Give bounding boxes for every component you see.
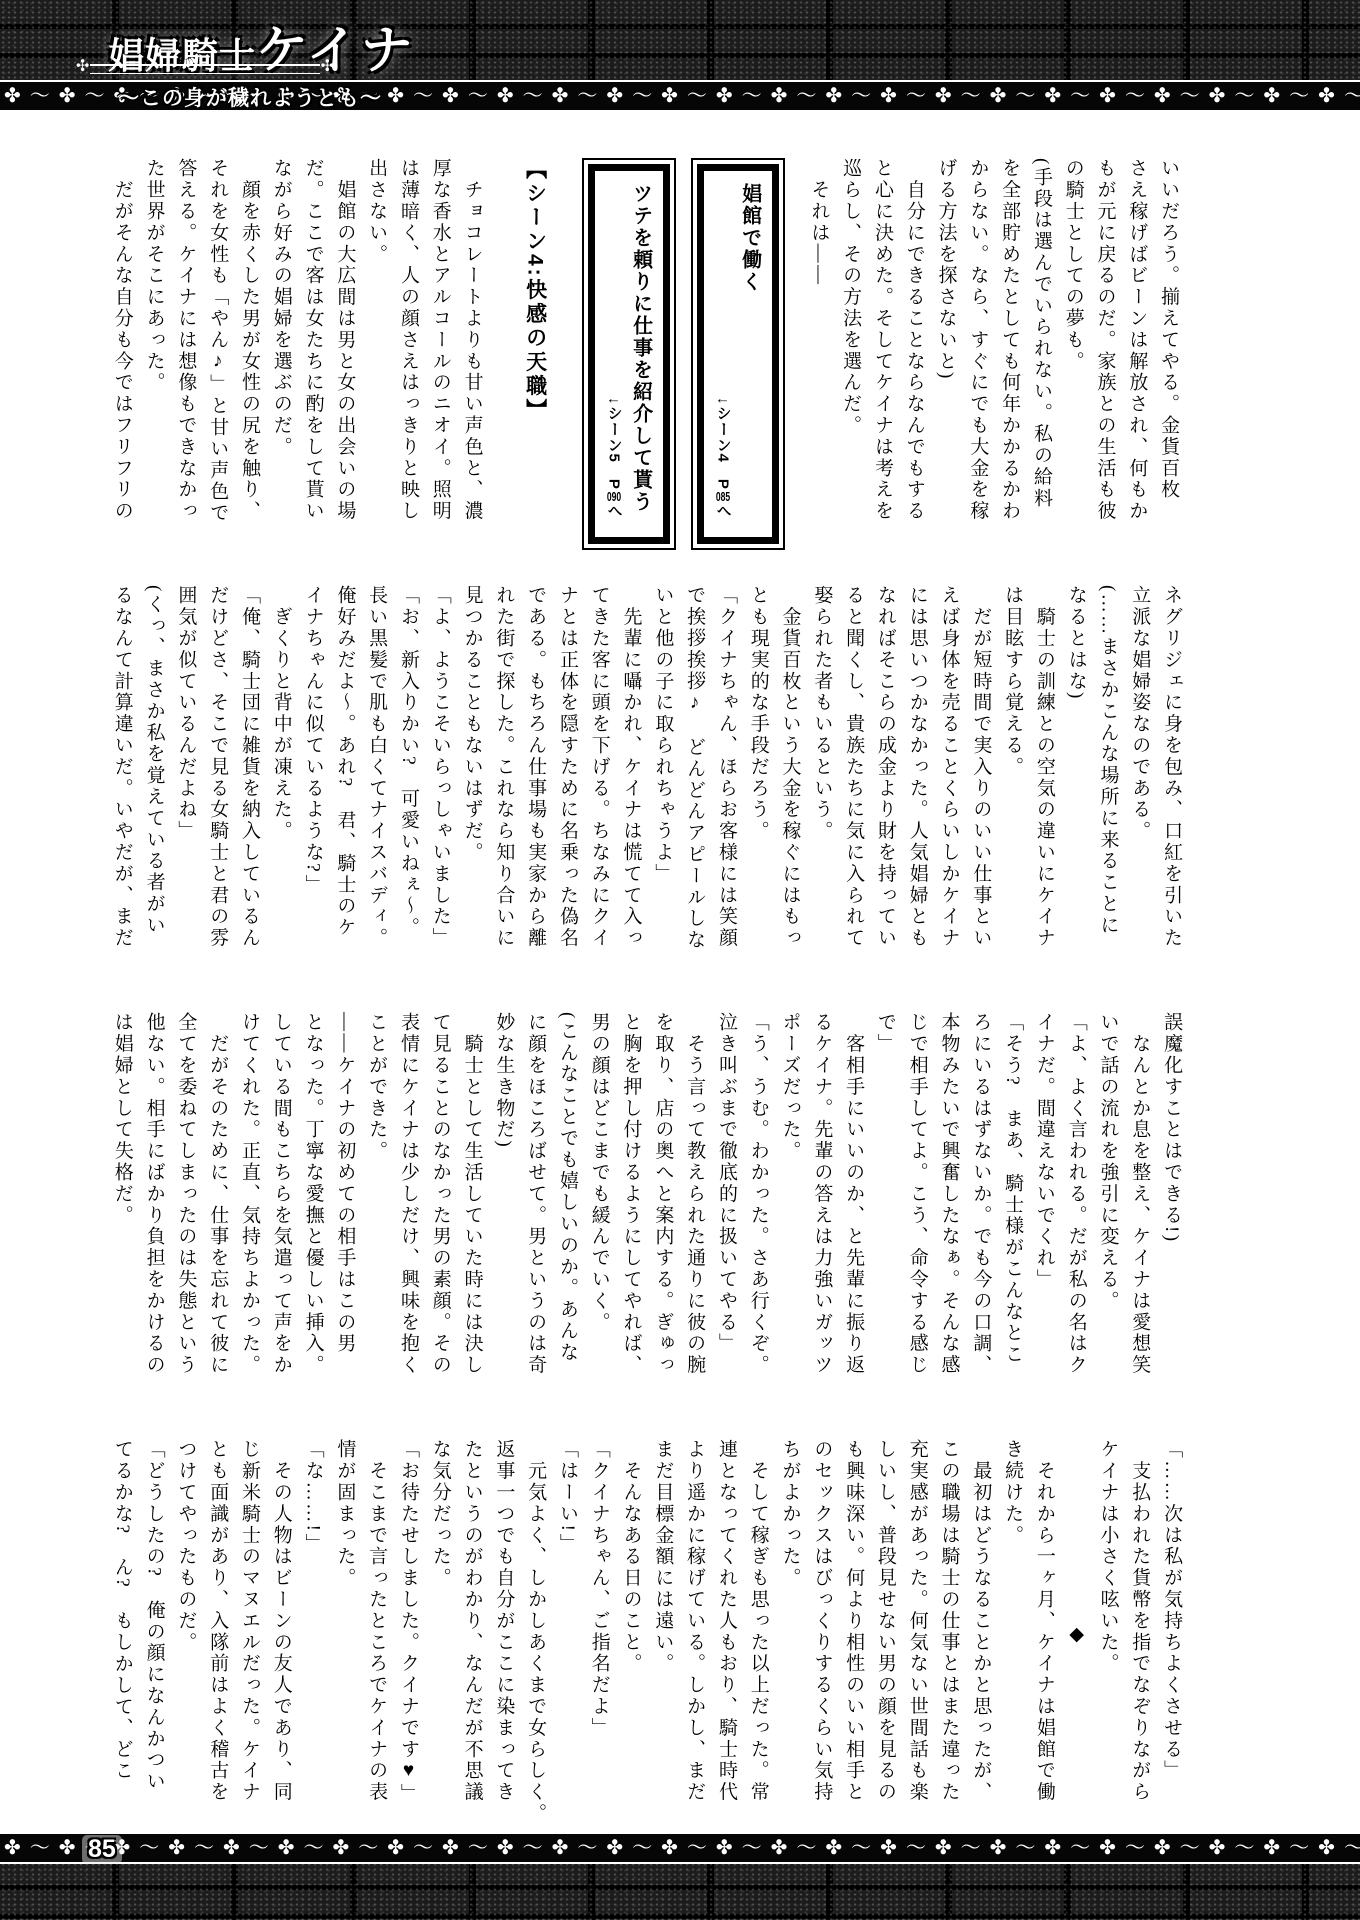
scene-link-frame xyxy=(697,164,779,544)
text-column: えば身体を売ることくらいしかケイナ xyxy=(938,585,960,949)
text-column: さえ稼げばビーンは解放され、何もか xyxy=(1126,158,1148,522)
text-column: て見ることのなかった男の素顔。その xyxy=(429,1012,451,1376)
text-column: 情が固まった。 xyxy=(334,1439,356,1589)
text-column: そう言って教えられた通りに彼の腕 xyxy=(684,1012,706,1376)
page-content xyxy=(0,112,1360,1832)
page-header xyxy=(0,0,1360,112)
text-column: ると聞くし、貴族たちに気に入られて xyxy=(843,585,865,949)
text-column: 先輩に囁かれ、ケイナは慌てて入っ xyxy=(620,585,642,949)
text-column: の騎士としての夢も。 xyxy=(1062,158,1084,372)
text-column: てるかな? ん? もしかして、どこ xyxy=(111,1439,133,1782)
text-column: 「な……!」 xyxy=(302,1439,324,1555)
text-column: その人物はビーンの友人であり、同 xyxy=(270,1439,292,1803)
text-column: るケイナ。先輩の答えは力強いガッツ xyxy=(811,1012,833,1376)
text-column: この職場は騎士の仕事とはまた違った xyxy=(938,1439,960,1803)
scene-link-box[interactable] xyxy=(582,158,676,550)
text-column: ぎくりと背中が凍えた。 xyxy=(270,585,292,842)
text-column: 出さない。 xyxy=(366,158,388,265)
text-column: なんとか息を整え、ケイナは愛想笑 xyxy=(1129,1012,1151,1376)
text-block-2 xyxy=(106,585,1187,977)
text-column: 囲気が似ているんだよね」 xyxy=(175,585,197,842)
text-column: じ新米騎士のマヌエルだった。ケイナ xyxy=(238,1439,260,1803)
text-column: ことができた。 xyxy=(366,1012,388,1162)
text-column: げる方法を探さないと) xyxy=(935,158,957,381)
text-column: ――ケイナの初めての相手はこの男 xyxy=(334,1012,356,1355)
text-column: ポーズだった。 xyxy=(779,1012,801,1162)
text-column: 「う、うむ。わかった。さあ行くぞ。 xyxy=(747,1012,769,1376)
text-column: そして稼ぎも思った以上だった。常 xyxy=(747,1439,769,1803)
text-column: 「お、新入りかい? 可愛いねぇ〜。 xyxy=(397,585,419,939)
text-block-1 xyxy=(106,158,1184,550)
text-column: るなんて計算違いだ。いやだが、まだ xyxy=(111,585,133,949)
text-column: 俺好みだよ〜。あれ? 君、騎士のケ xyxy=(334,585,356,939)
text-column: 自分にできることならなんでもする xyxy=(903,158,925,522)
text-column: ながら好みの娼婦を選ぶのだ。 xyxy=(270,158,292,458)
text-column: を全部貯めたとしても何年かかるかわ xyxy=(999,158,1021,522)
text-column: 全てを委ねてしまったのは失態という xyxy=(175,1012,197,1376)
text-column: いいだろう。揃えてやる。金貨百枚 xyxy=(1158,158,1180,501)
scene-link-title: 娼館で働く xyxy=(738,183,761,293)
text-column: 「はーい!」 xyxy=(556,1439,578,1555)
text-column: しいし、普段見せない男の顔を見るの xyxy=(874,1439,896,1803)
text-column: 「よ、ようこそいらっしゃいました」 xyxy=(429,585,451,949)
text-column: 泣き叫ぶまで徹底的に扱いてやる」 xyxy=(715,1012,737,1355)
text-column: 他ない。相手にばかり負担をかけるの xyxy=(143,1012,165,1376)
text-column: は娼婦として失格だ。 xyxy=(111,1012,133,1226)
text-column: それから一ヶ月、ケイナは娼館で働 xyxy=(1033,1439,1055,1803)
text-column: 騎士として生活していた時には決し xyxy=(461,1012,483,1376)
text-column: チョコレートよりも甘い声色と、濃 xyxy=(461,158,483,522)
text-column: 金貨百枚という大金を稼ぐにはもっ xyxy=(779,585,801,949)
text-column: となった。丁寧な愛撫と優しい挿入。 xyxy=(302,1012,324,1376)
text-column: イナだ。間違えないでくれ」 xyxy=(1033,1012,1055,1291)
text-column: (くっ、まさか私を覚えている者がい xyxy=(143,585,165,937)
text-column: 客相手にいいのか、と先輩に振り返 xyxy=(843,1012,865,1376)
text-column: ちがよかった。 xyxy=(779,1439,801,1589)
text-column: だけどさ、そこで見る女騎士と君の雰 xyxy=(207,585,229,949)
text-column: と心に決めた。そしてケイナは考えを xyxy=(871,158,893,522)
text-column: そんなある日のこと。 xyxy=(620,1439,642,1675)
text-column: ネグリジェに身を包み、口紅を引いた xyxy=(1161,585,1183,949)
scene-link-title: ツテを頼りに仕事を紹介して貰う xyxy=(629,183,652,513)
text-column: のセックスはびっくりするくらい気持 xyxy=(811,1439,833,1803)
scene-link-frame xyxy=(588,164,670,544)
text-column: 「よ、よく言われる。だが私の名はク xyxy=(1065,1012,1087,1376)
section-divider-mark: ◆ xyxy=(1065,1622,1087,1648)
scene-page-number: 085 xyxy=(715,490,731,503)
text-column: だがそのために、仕事を忘れて彼に xyxy=(207,1012,229,1376)
text-column: 顔を赤くした男が女性の尻を触り、 xyxy=(238,158,260,522)
text-column: である。もちろん仕事場も実家から離 xyxy=(525,585,547,949)
text-column: 男の顔はどこまでも緩んでいく。 xyxy=(588,1012,610,1333)
text-column: (手段は選んでいられない。私の給料 xyxy=(1030,158,1052,510)
text-column: き続けた。 xyxy=(1002,1439,1024,1546)
text-column: 娶られた者もいるという。 xyxy=(811,585,833,842)
text-column: た世界がそこにあった。 xyxy=(143,158,165,394)
text-column: している間もこちらを気遣って声をか xyxy=(270,1012,292,1376)
text-column: 「クイナちゃん、ほらお客様には笑顔 xyxy=(715,585,737,949)
text-column: まだ目標金額には遠い。 xyxy=(652,1439,674,1675)
text-column: だ。ここで客は女たちに酌をして貰い xyxy=(302,158,324,522)
text-column: 巡らし、その方法を選んだ。 xyxy=(840,158,862,437)
text-column: 充実感があった。何気ない世間話も楽 xyxy=(906,1439,928,1803)
text-column: (こんなことでも嬉しいのか。あんな xyxy=(556,1012,578,1364)
text-column: 連となってくれた人もおり、騎士時代 xyxy=(715,1439,737,1803)
scene-page-number: 090 xyxy=(606,490,622,503)
book-title-main: 娼婦騎士 xyxy=(108,35,257,76)
text-column: つけてやったものだ。 xyxy=(175,1439,197,1653)
scene-link-box[interactable] xyxy=(691,158,785,550)
text-block-4 xyxy=(106,1439,1187,1831)
text-column: いと他の子に取られちゃうよ」 xyxy=(652,585,674,885)
text-column: なるとはな) xyxy=(1065,585,1087,701)
text-column: からない。なら、すぐにでも大金を稼 xyxy=(967,158,989,522)
text-column: それは―― xyxy=(808,158,830,287)
text-column: とも現実的な手段だろう。 xyxy=(747,585,769,842)
text-column: 誤魔化すことはできる!) xyxy=(1161,1012,1183,1244)
text-column: で挨拶挨拶♪ どんどんアピールしな xyxy=(684,585,706,951)
text-column: けてくれた。正直、気持ちよかった。 xyxy=(238,1012,260,1376)
text-column: 「クイナちゃん、ご指名だよ」 xyxy=(588,1439,610,1739)
ornament-band-bottom xyxy=(0,1832,1360,1864)
text-column: に顔をほころばせて。男というのは奇 xyxy=(525,1012,547,1376)
page-footer xyxy=(0,1832,1360,1920)
text-column: てきた客に頭を下げる。ちなみにクイ xyxy=(588,585,610,949)
text-column: イナちゃんに似ているような?」 xyxy=(302,585,324,896)
title-divider-ornament xyxy=(90,64,320,74)
text-column: 支払われた貨幣を指でなぞりながら xyxy=(1129,1439,1151,1803)
text-column: を取り、店の奥へと案内する。ぎゅっ xyxy=(652,1012,674,1376)
text-column: と胸を押し付けるようにしてやれば、 xyxy=(620,1012,642,1376)
text-column: それを女性も「やん♪」と甘い声色で xyxy=(207,158,229,524)
text-column: ナとは正体を隠すために名乗った偽名 xyxy=(556,585,578,949)
text-column: 本物みたいで興奮したなぁ。そんな感 xyxy=(938,1012,960,1376)
text-column: だが短時間で実入りのいい仕事とい xyxy=(970,585,992,949)
text-column: 「……次は私が気持ちよくさせる」 xyxy=(1161,1439,1183,1782)
text-column: 娼館の大広間は男と女の出会いの場 xyxy=(334,158,356,522)
text-column: 表情にケイナは少しだけ、興味を抱く xyxy=(397,1012,419,1376)
text-column: 元気よく、しかしあくまで女らしく。 xyxy=(525,1439,547,1825)
text-column: より遥かに稼げている。しかし、まだ xyxy=(684,1439,706,1803)
text-column: ろにいるはずないか。でも今の口調、 xyxy=(970,1012,992,1376)
text-column: には思いつかなかった。人気娼婦とも xyxy=(906,585,928,949)
text-column: で」 xyxy=(874,1012,896,1055)
scene-link-target: ↓シーン4 P085へ xyxy=(714,397,732,519)
text-column: れた街で探した。これなら知り合いに xyxy=(493,585,515,949)
text-column: 「そう? まあ、騎士様がこんなとこ xyxy=(1002,1012,1024,1366)
scene-link-target: ↓シーン5 P090へ xyxy=(605,397,623,519)
section-heading: 【シーン4:快感の天職】 xyxy=(523,158,547,423)
text-column: 長い黒髪で肌も白くてナイスバディ。 xyxy=(366,585,388,949)
text-column: だがそんな自分も今ではフリフリの xyxy=(111,158,133,522)
text-column: も興味深い。何より相性のいい相手と xyxy=(843,1439,865,1803)
text-column: 返事一つでも自分がここに染まってき xyxy=(493,1439,515,1803)
text-column: 妙な生き物だ) xyxy=(493,1012,515,1150)
book-title-accent: ケイナ xyxy=(256,22,415,80)
text-column: そこまで言ったところでケイナの表 xyxy=(366,1439,388,1803)
text-column: 「俺、騎士団に雑貨を納入しているん xyxy=(238,585,260,949)
text-column: 立派な娼婦姿なのである。 xyxy=(1129,585,1151,842)
text-column: ケイナは小さく呟いた。 xyxy=(1097,1439,1119,1675)
text-column: 厚な香水とアルコールのニオイ。照明 xyxy=(429,158,451,522)
text-column: 騎士の訓練との空気の違いにケイナ xyxy=(1033,585,1055,949)
text-column: いで話の流れを強引に変える。 xyxy=(1097,1012,1119,1312)
text-column: 「どうしたの? 俺の顔になんかつい xyxy=(143,1439,165,1793)
text-column: 最初はどうなることかと思ったが、 xyxy=(970,1439,992,1803)
text-column: じで相手してよ。こう、命令する感じ xyxy=(906,1012,928,1376)
page-number: 85 xyxy=(82,1835,122,1864)
text-column: 見つかることもないはずだ。 xyxy=(461,585,483,864)
text-column: なればそこらの成金より財を持ってい xyxy=(874,585,896,949)
text-column: もが元に戻るのだ。家族との生活も彼 xyxy=(1094,158,1116,522)
text-column: とも面識があり、入隊前はよく稽古を xyxy=(207,1439,229,1803)
book-subtitle: 〜この身が穢れようとも〜 xyxy=(118,87,382,110)
text-column: 答える。ケイナには想像もできなかっ xyxy=(175,158,197,522)
text-column: は目眩すら覚える。 xyxy=(1002,585,1024,778)
text-column: は薄暗く、人の顔さえはっきりと映し xyxy=(397,158,419,522)
text-column: 「お待たせしました。クイナです♥」 xyxy=(397,1439,419,1805)
text-block-3 xyxy=(106,1012,1187,1404)
text-column: (……まさかこんな場所に来ることに xyxy=(1097,585,1119,937)
text-column: たというのがわかり、なんだが不思議 xyxy=(461,1439,483,1803)
text-column: な気分だった。 xyxy=(429,1439,451,1589)
